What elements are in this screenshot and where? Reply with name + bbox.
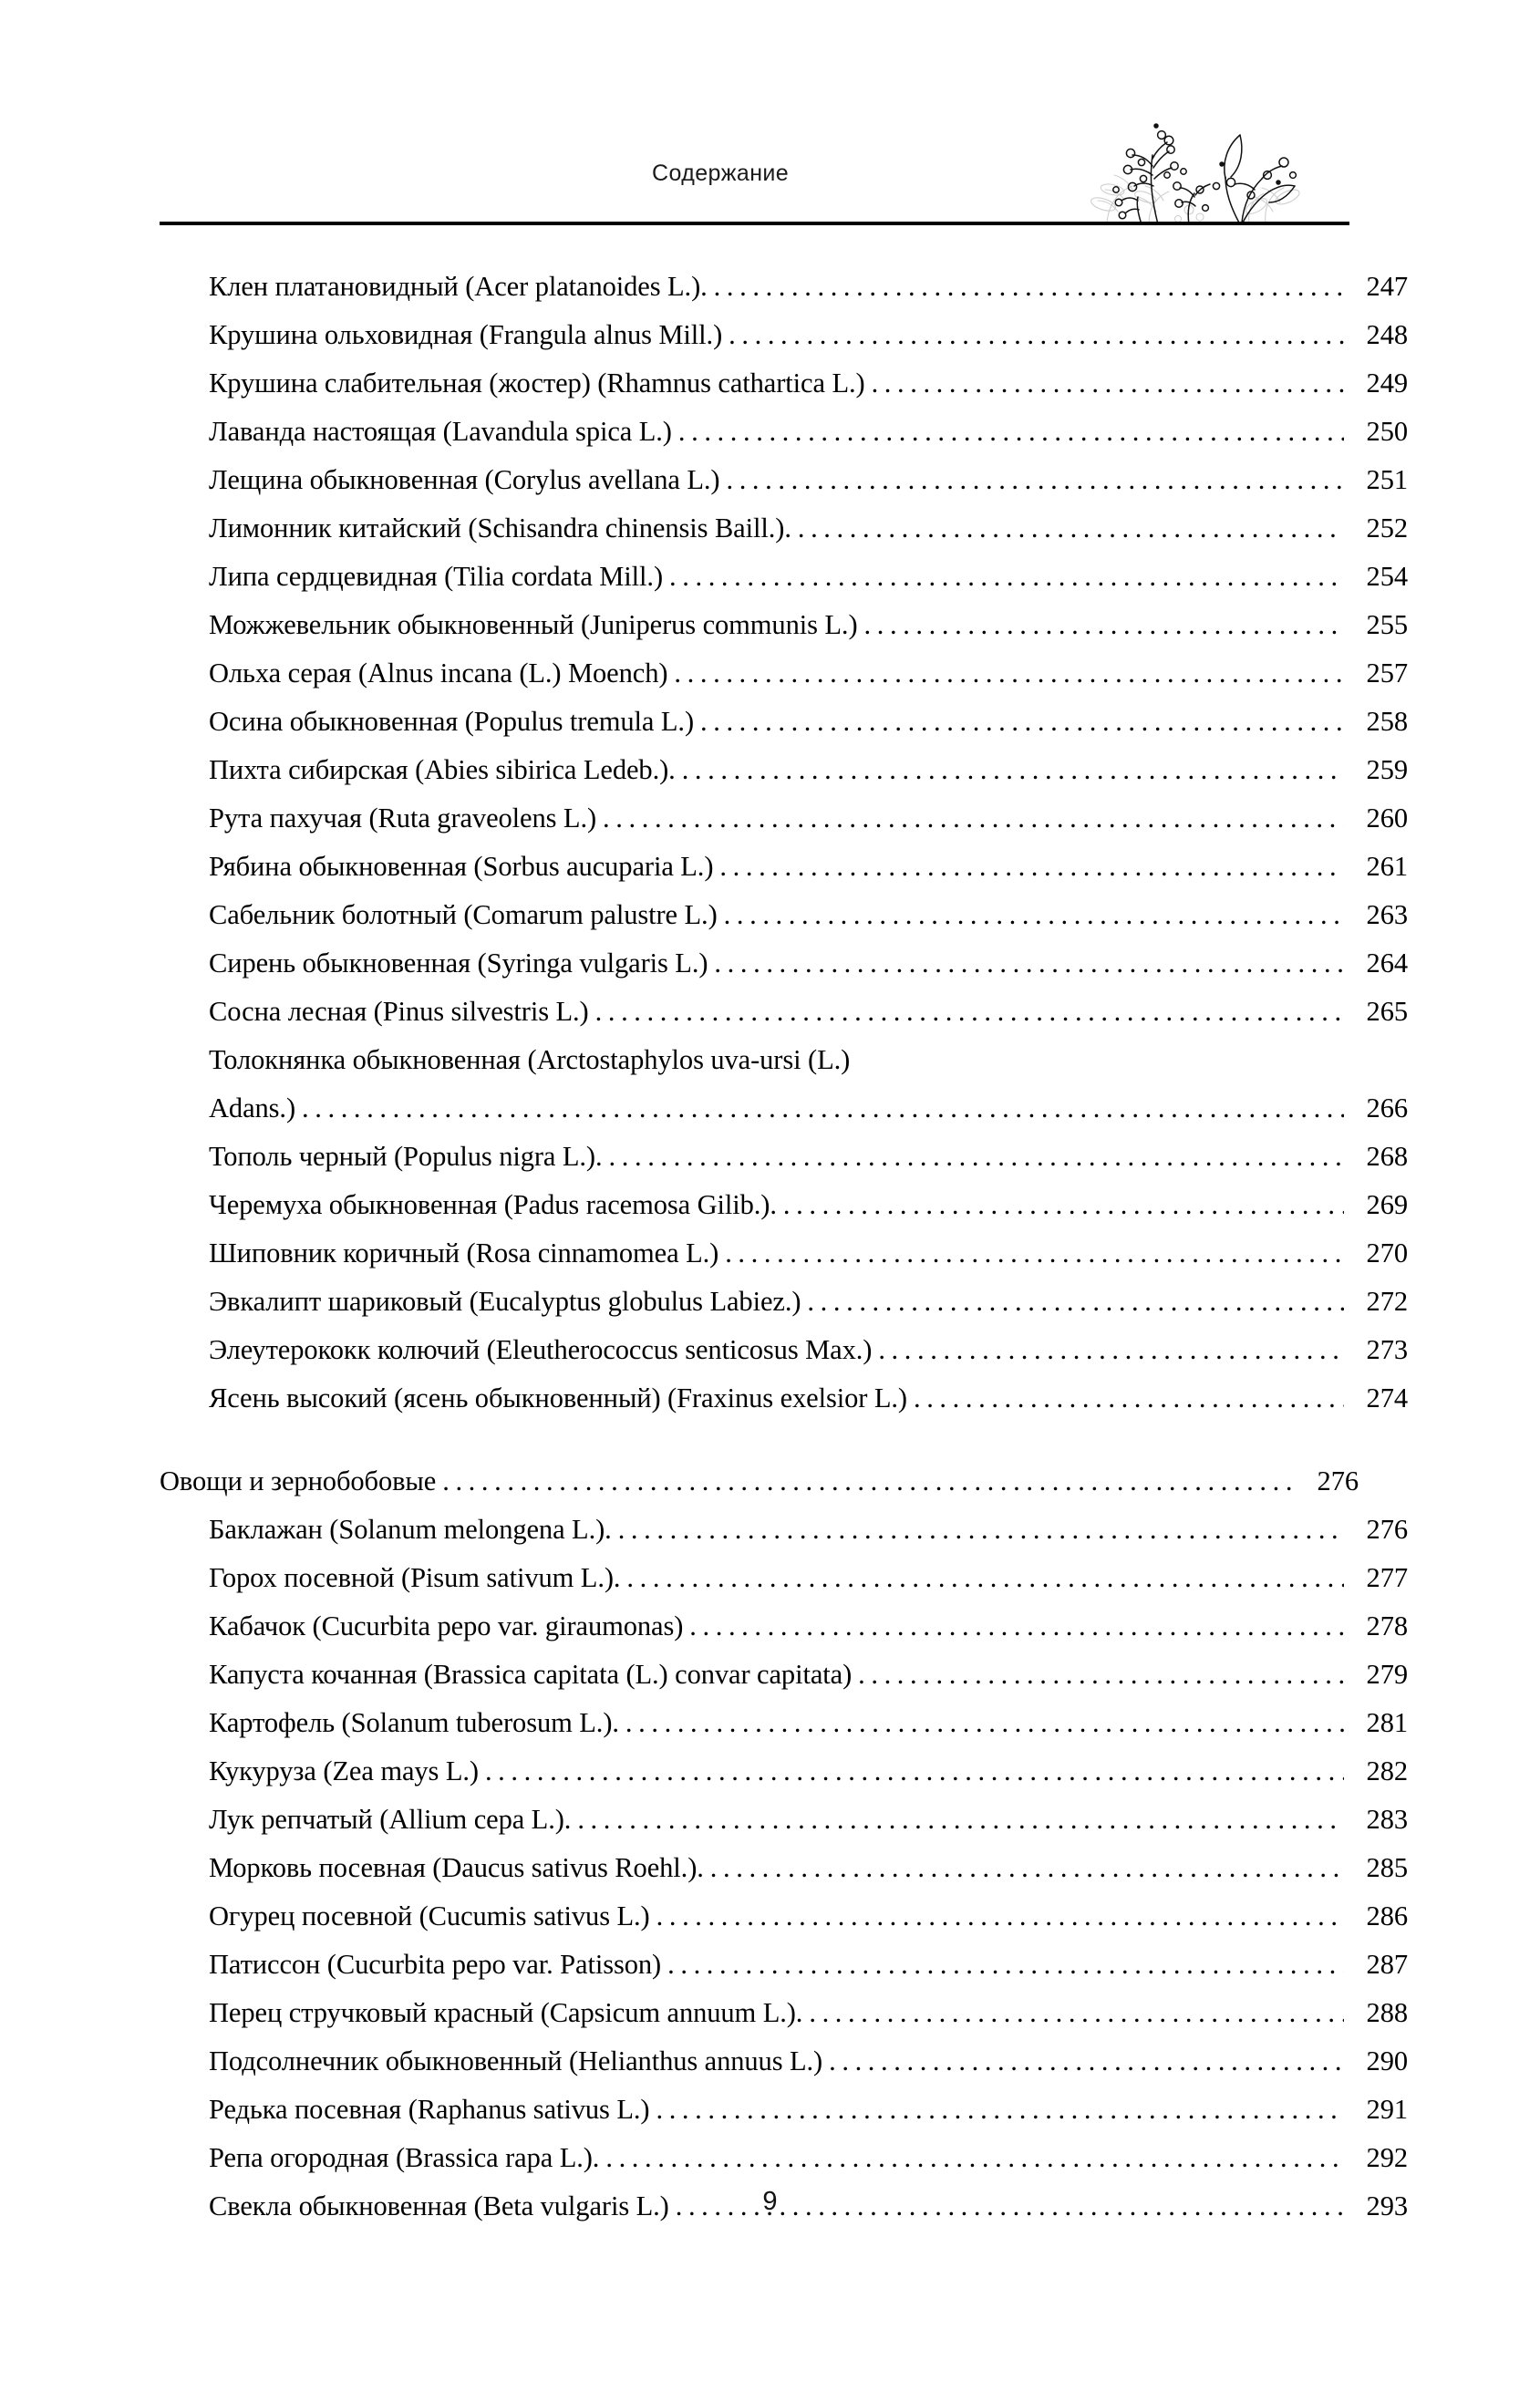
toc-entry-row[interactable] — [160, 1892, 1408, 1941]
toc-entry-label: Сосна лесная (Pinus silvestris L.) — [209, 996, 589, 1027]
toc-entry-row[interactable] — [160, 601, 1408, 649]
folio-page-number: 9 — [762, 2187, 778, 2216]
toc-entry-label: Эвкалипт шариковый (Eucalyptus globulus Labiez.) — [209, 1286, 801, 1317]
toc-dot-leader — [798, 504, 1344, 553]
toc-page-number: 250 — [1366, 416, 1408, 447]
toc-entry-row[interactable] — [160, 988, 1408, 1036]
toc-dot-leader — [656, 1892, 1344, 1941]
toc-page-number: 293 — [1366, 2190, 1408, 2221]
toc-dot-leader — [914, 1374, 1344, 1423]
toc-entry-label: Крушина слабительная (жостер) (Rhamnus cathartica L.) — [209, 368, 865, 399]
toc-entry-row[interactable] — [160, 1699, 1408, 1747]
toc-dot-leader — [807, 1278, 1344, 1326]
toc-dot-leader — [726, 456, 1344, 504]
toc-dot-leader — [710, 1844, 1344, 1892]
toc-dot-leader — [689, 1602, 1344, 1651]
toc-entry-row[interactable] — [160, 698, 1408, 746]
toc-page-number: 277 — [1366, 1562, 1408, 1593]
toc-page-number: 276 — [1317, 1465, 1359, 1496]
botanical-sprig-icon — [1061, 102, 1307, 225]
toc-entry-label: Капуста кочанная (Brassica capitata (L.) convar capitata) — [209, 1659, 853, 1690]
toc-entry-row[interactable] — [160, 1651, 1408, 1699]
toc-entry-label: Сирень обыкновенная (Syringa vulgaris L.) — [209, 947, 708, 979]
toc-page-number: 255 — [1366, 609, 1408, 640]
toc-entry-row[interactable] — [160, 408, 1408, 456]
toc-entry-row[interactable] — [160, 1278, 1408, 1326]
toc-page-number: 252 — [1366, 513, 1408, 544]
toc-entry-row[interactable] — [160, 263, 1408, 311]
toc-entry-label: Пихта сибирская (Abies sibirica Ledeb.). — [209, 754, 676, 785]
toc-dot-leader — [669, 553, 1344, 601]
toc-page-number: 263 — [1366, 899, 1408, 930]
toc-entry-row[interactable] — [160, 1229, 1408, 1278]
toc-entry-label: Репа огородная (Brassica rapa L.). — [209, 2142, 600, 2173]
toc-dot-leader — [682, 746, 1344, 794]
toc-dot-leader — [603, 794, 1344, 843]
toc-dot-leader — [485, 1747, 1344, 1796]
toc-entry-label: Лук репчатый (Allium cepa L.). — [209, 1804, 572, 1835]
toc-entry-row[interactable] — [160, 649, 1408, 698]
toc-entry-row[interactable] — [160, 1747, 1408, 1796]
toc-page-number: 248 — [1366, 319, 1408, 350]
toc-entry-label: Рябина обыкновенная (Sorbus aucuparia L.) — [209, 851, 714, 882]
toc-entry-label: Черемуха обыкновенная (Padus racemosa Gilib.). — [209, 1189, 777, 1220]
toc-page-number: 264 — [1366, 947, 1408, 979]
toc-dot-leader — [700, 698, 1344, 746]
toc-dot-leader — [729, 311, 1344, 359]
toc-page-number: 260 — [1366, 803, 1408, 834]
toc-entry-label: Огурец посевной (Cucumis sativus L.) — [209, 1900, 650, 1931]
toc-dot-leader — [783, 1181, 1344, 1229]
toc-page-number: 291 — [1366, 2094, 1408, 2125]
toc-entry-label: Клен платановидный (Acer platanoides L.). — [209, 271, 708, 302]
toc-entry-row[interactable] — [160, 2086, 1408, 2134]
toc-entry-label: Картофель (Solanum tuberosum L.). — [209, 1707, 619, 1738]
toc-page-number: 272 — [1366, 1286, 1408, 1317]
toc-page-number: 283 — [1366, 1804, 1408, 1835]
toc-dot-leader — [442, 1457, 1295, 1506]
toc-entry-label: Adans.) — [209, 1092, 296, 1124]
toc-page-number: 268 — [1366, 1141, 1408, 1172]
toc-entry-label: Редька посевная (Raphanus sativus L.) — [209, 2094, 650, 2125]
toc-dot-leader — [809, 1989, 1344, 2037]
toc-entry-label: Перец стручковый красный (Capsicum annuum L.). — [209, 1997, 803, 2028]
toc-dot-leader — [605, 2134, 1344, 2182]
toc-page-number: 285 — [1366, 1852, 1408, 1883]
toc-entry-row[interactable] — [160, 1326, 1408, 1374]
toc-entry-label: Рута пахучая (Ruta graveolens L.) — [209, 803, 597, 834]
toc-entry-row[interactable] — [160, 359, 1408, 408]
toc-page-number: 286 — [1366, 1900, 1408, 1931]
toc-list — [160, 263, 1408, 2231]
toc-entry-row[interactable] — [160, 746, 1408, 794]
toc-entry-row[interactable] — [160, 1036, 1408, 1084]
toc-entry-label: Лаванда настоящая (Lavandula spica L.) — [209, 416, 672, 447]
toc-entry-label: Элеутерококк колючий (Eleutherococcus senticosus Max.) — [209, 1334, 873, 1365]
toc-dot-leader — [674, 649, 1344, 698]
toc-entry-row[interactable] — [160, 1796, 1408, 1844]
toc-page-number: 257 — [1366, 658, 1408, 689]
toc-entry-label: Крушина ольховидная (Frangula alnus Mill.) — [209, 319, 723, 350]
toc-dot-leader — [302, 1084, 1344, 1133]
toc-dot-leader — [858, 1651, 1344, 1699]
toc-entry-label: Патиссон (Cucurbita pepo var. Patisson) — [209, 1949, 662, 1980]
toc-entry-row[interactable] — [160, 1554, 1408, 1602]
toc-entry-row[interactable] — [160, 1374, 1408, 1423]
toc-entry-label: Горох посевной (Pisum sativum L.). — [209, 1562, 621, 1593]
toc-entry-row[interactable] — [160, 794, 1408, 843]
toc-page-number: 247 — [1366, 271, 1408, 302]
toc-page-number: 288 — [1366, 1997, 1408, 2028]
toc-page-number: 254 — [1366, 561, 1408, 592]
toc-page-number: 270 — [1366, 1237, 1408, 1268]
toc-dot-leader — [595, 988, 1344, 1036]
toc-entry-row[interactable] — [160, 1506, 1408, 1554]
toc-entry-label: Толокнянка обыкновенная (Arctostaphylos uva-ursi (L.) — [209, 1044, 851, 1075]
toc-dot-leader — [626, 1554, 1344, 1602]
toc-section-row[interactable] — [160, 1457, 1359, 1506]
toc-entry-label: Баклажан (Solanum melongena L.). — [209, 1514, 612, 1545]
toc-dot-leader — [618, 1506, 1344, 1554]
toc-entry-row[interactable] — [160, 1133, 1408, 1181]
toc-entry-row[interactable] — [160, 1844, 1408, 1892]
toc-dot-leader — [724, 891, 1344, 939]
toc-entry-row[interactable] — [160, 504, 1408, 553]
toc-page-number: 282 — [1366, 1755, 1408, 1786]
toc-entry-row[interactable] — [160, 2134, 1408, 2182]
toc-dot-leader — [725, 1229, 1344, 1278]
toc-entry-row[interactable] — [160, 456, 1408, 504]
toc-page-number: 269 — [1366, 1189, 1408, 1220]
toc-entry-row[interactable] — [160, 1181, 1408, 1229]
toc-entry-label: Кукуруза (Zea mays L.) — [209, 1755, 479, 1786]
toc-dot-leader — [719, 843, 1344, 891]
toc-page-number: 265 — [1366, 996, 1408, 1027]
toc-page-number: 290 — [1366, 2045, 1408, 2076]
toc-dot-leader — [872, 359, 1344, 408]
toc-dot-leader — [829, 2037, 1344, 2086]
toc-entry-row[interactable] — [160, 1084, 1408, 1133]
toc-entry-label: Тополь черный (Populus nigra L.). — [209, 1141, 603, 1172]
toc-entry-row[interactable] — [160, 891, 1408, 939]
toc-dot-leader — [667, 1941, 1344, 1989]
toc-page-number: 278 — [1366, 1610, 1408, 1641]
toc-entry-row[interactable] — [160, 1989, 1408, 2037]
toc-entry-row[interactable] — [160, 553, 1408, 601]
toc-entry-label: Кабачок (Cucurbita pepo var. giraumonas) — [209, 1610, 684, 1641]
toc-page-number: 273 — [1366, 1334, 1408, 1365]
toc-entry-label: Сабельник болотный (Comarum palustre L.) — [209, 899, 718, 930]
toc-dot-leader — [878, 1326, 1344, 1374]
toc-page-number: 287 — [1366, 1949, 1408, 1980]
toc-dot-leader — [714, 939, 1344, 988]
toc-page-number: 258 — [1366, 706, 1408, 737]
header-divider — [160, 222, 1349, 225]
toc-entry-label: Свекла обыкновенная (Beta vulgaris L.) — [209, 2190, 669, 2221]
toc-page-number: 249 — [1366, 368, 1408, 399]
toc-dot-leader — [609, 1133, 1344, 1181]
toc-dot-leader — [714, 263, 1344, 311]
toc-dot-leader — [656, 2086, 1344, 2134]
toc-page-number: 251 — [1366, 464, 1408, 495]
toc-page-number: 266 — [1366, 1092, 1408, 1124]
toc-entry-label: Овощи и зернобобовые — [160, 1465, 437, 1496]
page-title: Содержание — [652, 161, 790, 186]
toc-dot-leader — [625, 1699, 1344, 1747]
toc-page-number: 279 — [1366, 1659, 1408, 1690]
toc-entry-label: Осина обыкновенная (Populus tremula L.) — [209, 706, 694, 737]
toc-dot-leader — [678, 408, 1344, 456]
toc-entry-label: Шиповник коричный (Rosa cinnamomea L.) — [209, 1237, 719, 1268]
toc-entry-label: Лещина обыкновенная (Corylus avellana L.) — [209, 464, 720, 495]
toc-dot-leader — [577, 1796, 1344, 1844]
toc-entry-label: Лимонник китайский (Schisandra chinensis Baill.). — [209, 513, 791, 544]
toc-dot-leader — [864, 601, 1344, 649]
toc-page-number: 292 — [1366, 2142, 1408, 2173]
toc-entry-label: Ольха серая (Alnus incana (L.) Moench) — [209, 658, 668, 689]
toc-entry-label: Можжевельник обыкновенный (Juniperus communis L.) — [209, 609, 858, 640]
toc-page-number: 261 — [1366, 851, 1408, 882]
running-head — [160, 137, 1349, 219]
toc-entry-label: Липа сердцевидная (Tilia cordata Mill.) — [209, 561, 664, 592]
toc-entry-row[interactable] — [160, 843, 1408, 891]
toc-page-number: 276 — [1366, 1514, 1408, 1545]
toc-entry-label: Ясень высокий (ясень обыкновенный) (Fraxinus exelsior L.) — [209, 1382, 907, 1413]
toc-entry-row[interactable] — [160, 1941, 1408, 1989]
toc-entry-row[interactable] — [160, 1602, 1408, 1651]
toc-page-number: 274 — [1366, 1382, 1408, 1413]
toc-entry-row[interactable] — [160, 2037, 1408, 2086]
toc-page-number: 259 — [1366, 754, 1408, 785]
toc-section-gap — [160, 1423, 1359, 1457]
toc-page-number: 281 — [1366, 1707, 1408, 1738]
toc-entry-label: Морковь посевная (Daucus sativus Roehl.). — [209, 1852, 704, 1883]
toc-entry-label: Подсолнечник обыкновенный (Helianthus annuus L.) — [209, 2045, 823, 2076]
toc-entry-row[interactable] — [160, 311, 1408, 359]
toc-entry-row[interactable] — [160, 939, 1408, 988]
